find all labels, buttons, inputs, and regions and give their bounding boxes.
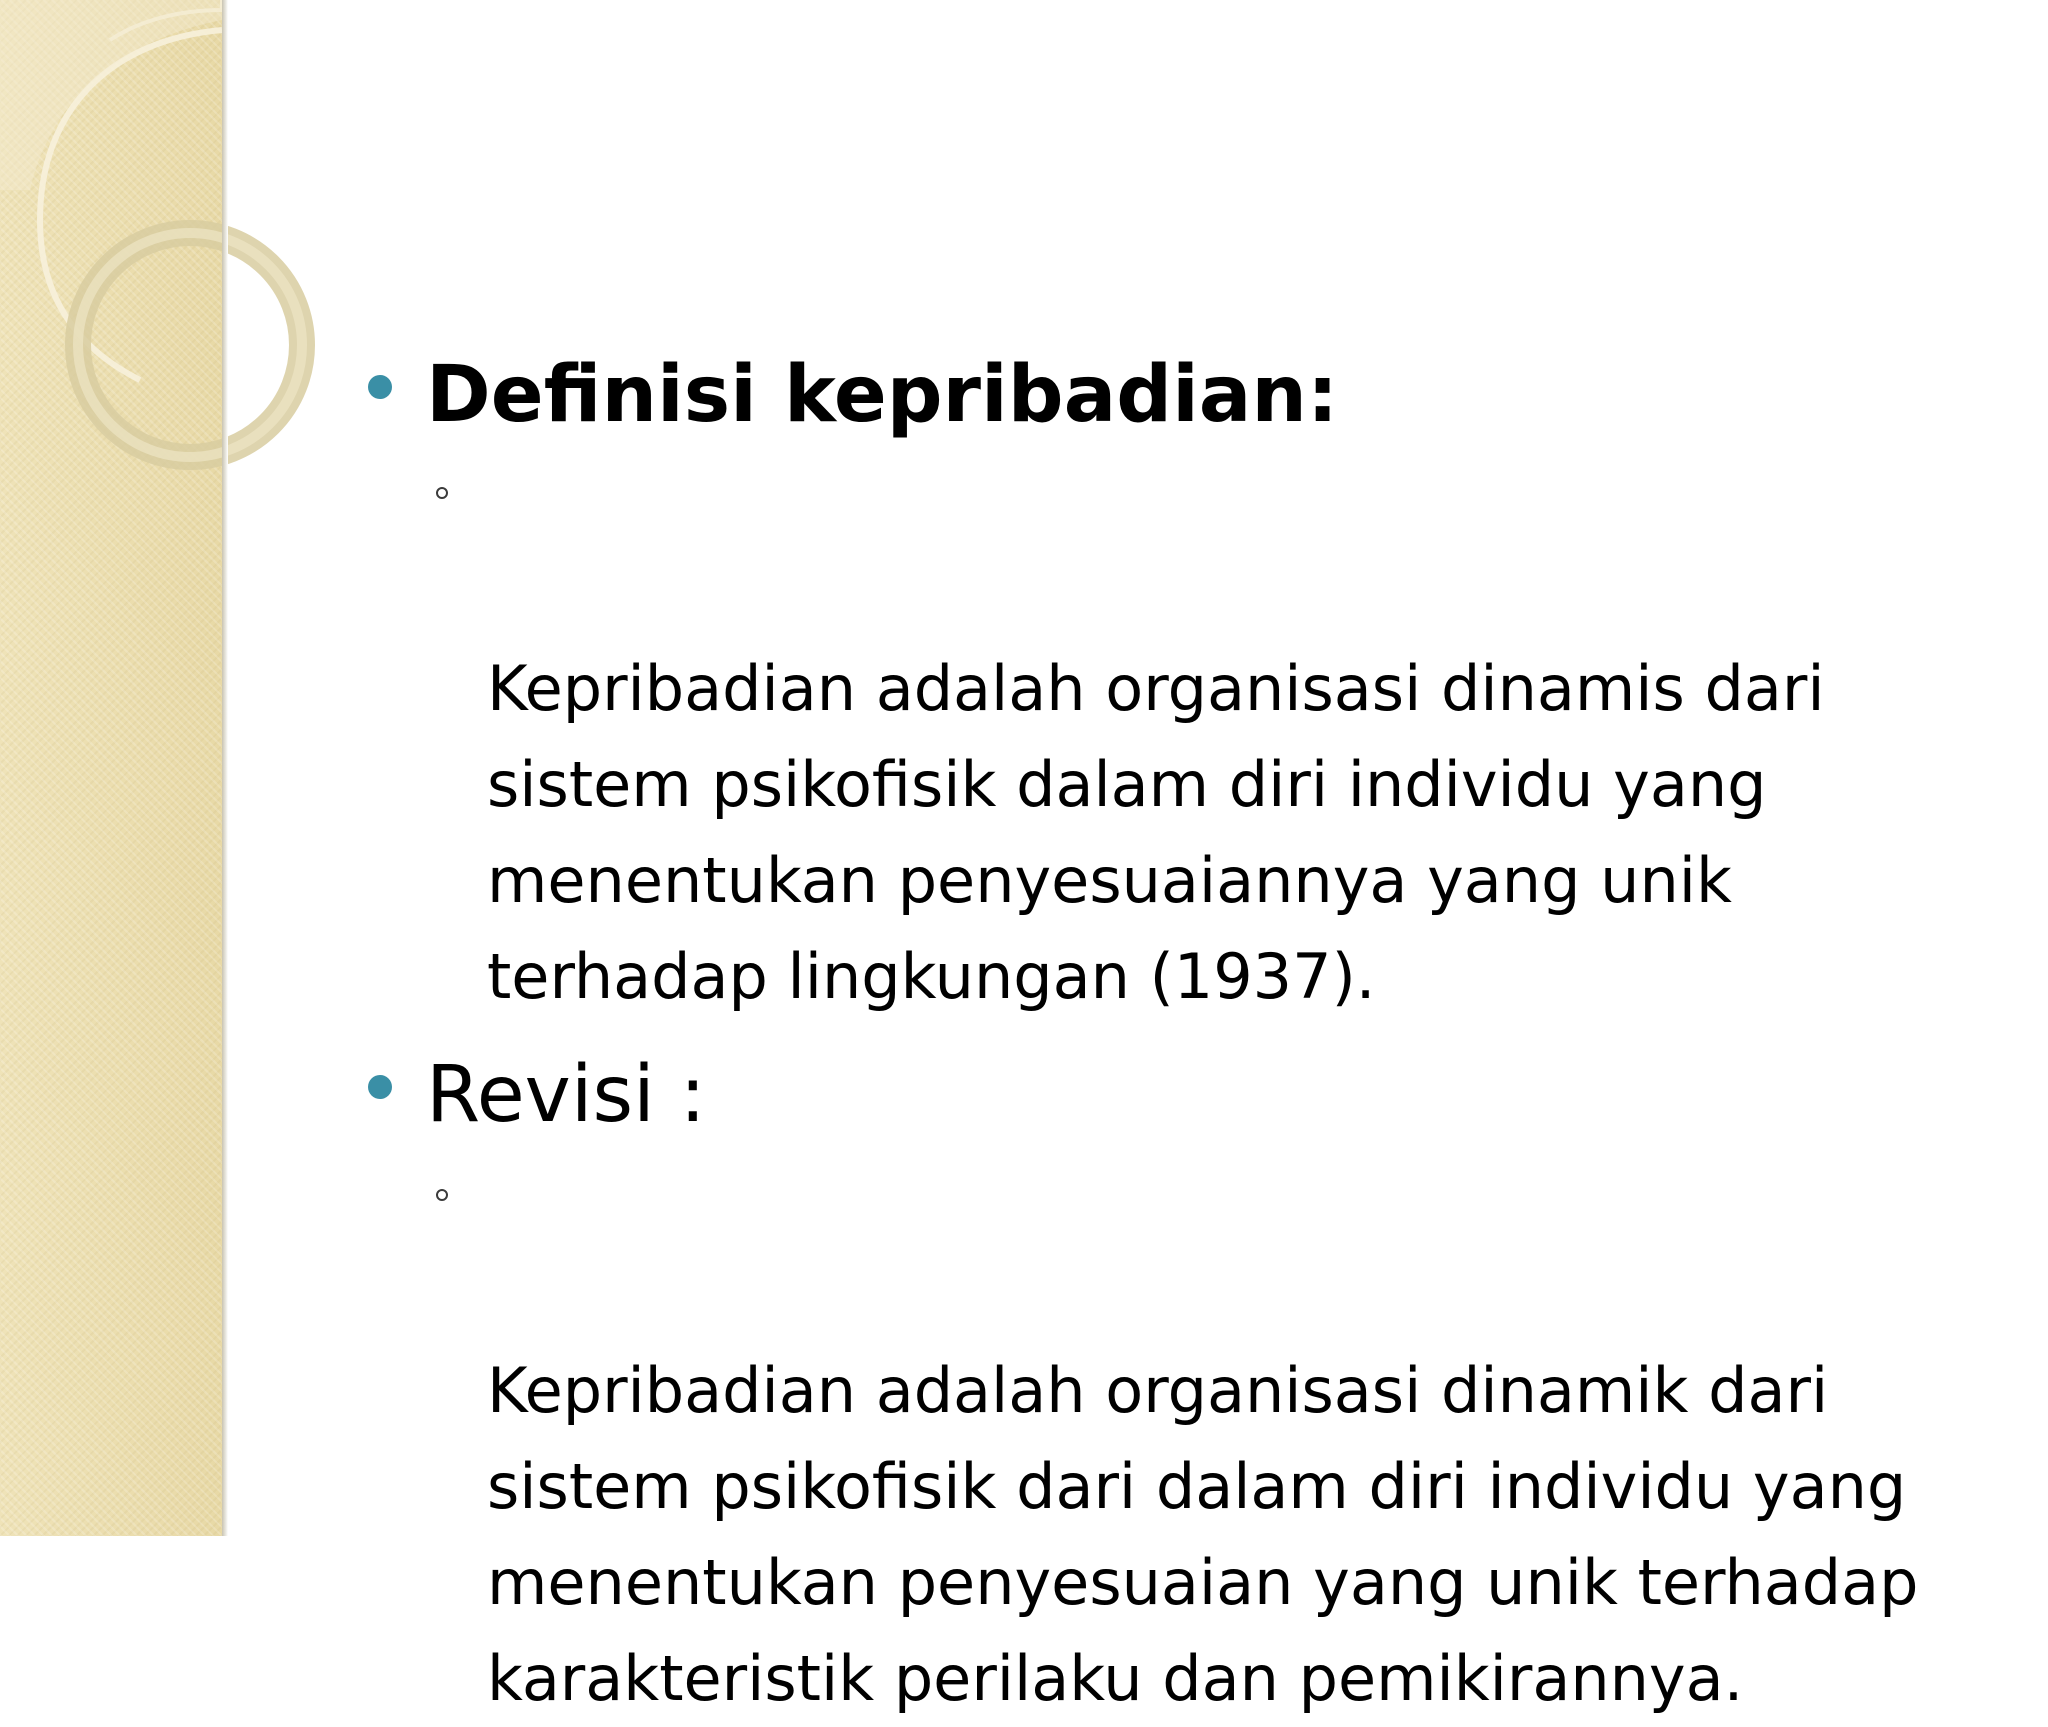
sub-bullet-definisi	[360, 449, 1960, 1025]
decorative-rings-graphic	[0, 0, 222, 1536]
bullet-dot-icon	[368, 375, 392, 399]
sub-bullet-ring-icon	[436, 487, 448, 499]
bullet-heading-definisi	[360, 345, 1960, 445]
sub-bullet-ring-icon	[436, 1189, 448, 1201]
sub-bullet-text: Kepribadian adalah organisasi dinamik dari sistem psikofisik dari dalam diri individu yang menentukan penyesuaian yang unik terhadap karakteristik perilaku dan pemikirannya.	[487, 1354, 1919, 1715]
side-band-edge	[222, 0, 228, 1536]
sub-bullet-text: Kepribadian adalah organisasi dinamis dari sistem psikofisik dalam diri individu yang menentukan penyesuaiannya yang unik terhadap lingkungan (1937).	[487, 652, 1825, 1013]
bullet-heading-revisi	[360, 1045, 1960, 1145]
slide-content	[360, 345, 1960, 1727]
decorative-side-band	[0, 0, 222, 1536]
spacer	[360, 1025, 1960, 1045]
sub-bullet-revisi	[360, 1151, 1960, 1727]
bullet-dot-icon	[368, 1075, 392, 1099]
bullet-heading-text: Definisi kepribadian:	[426, 350, 1339, 440]
bullet-heading-text: Revisi :	[426, 1050, 706, 1140]
